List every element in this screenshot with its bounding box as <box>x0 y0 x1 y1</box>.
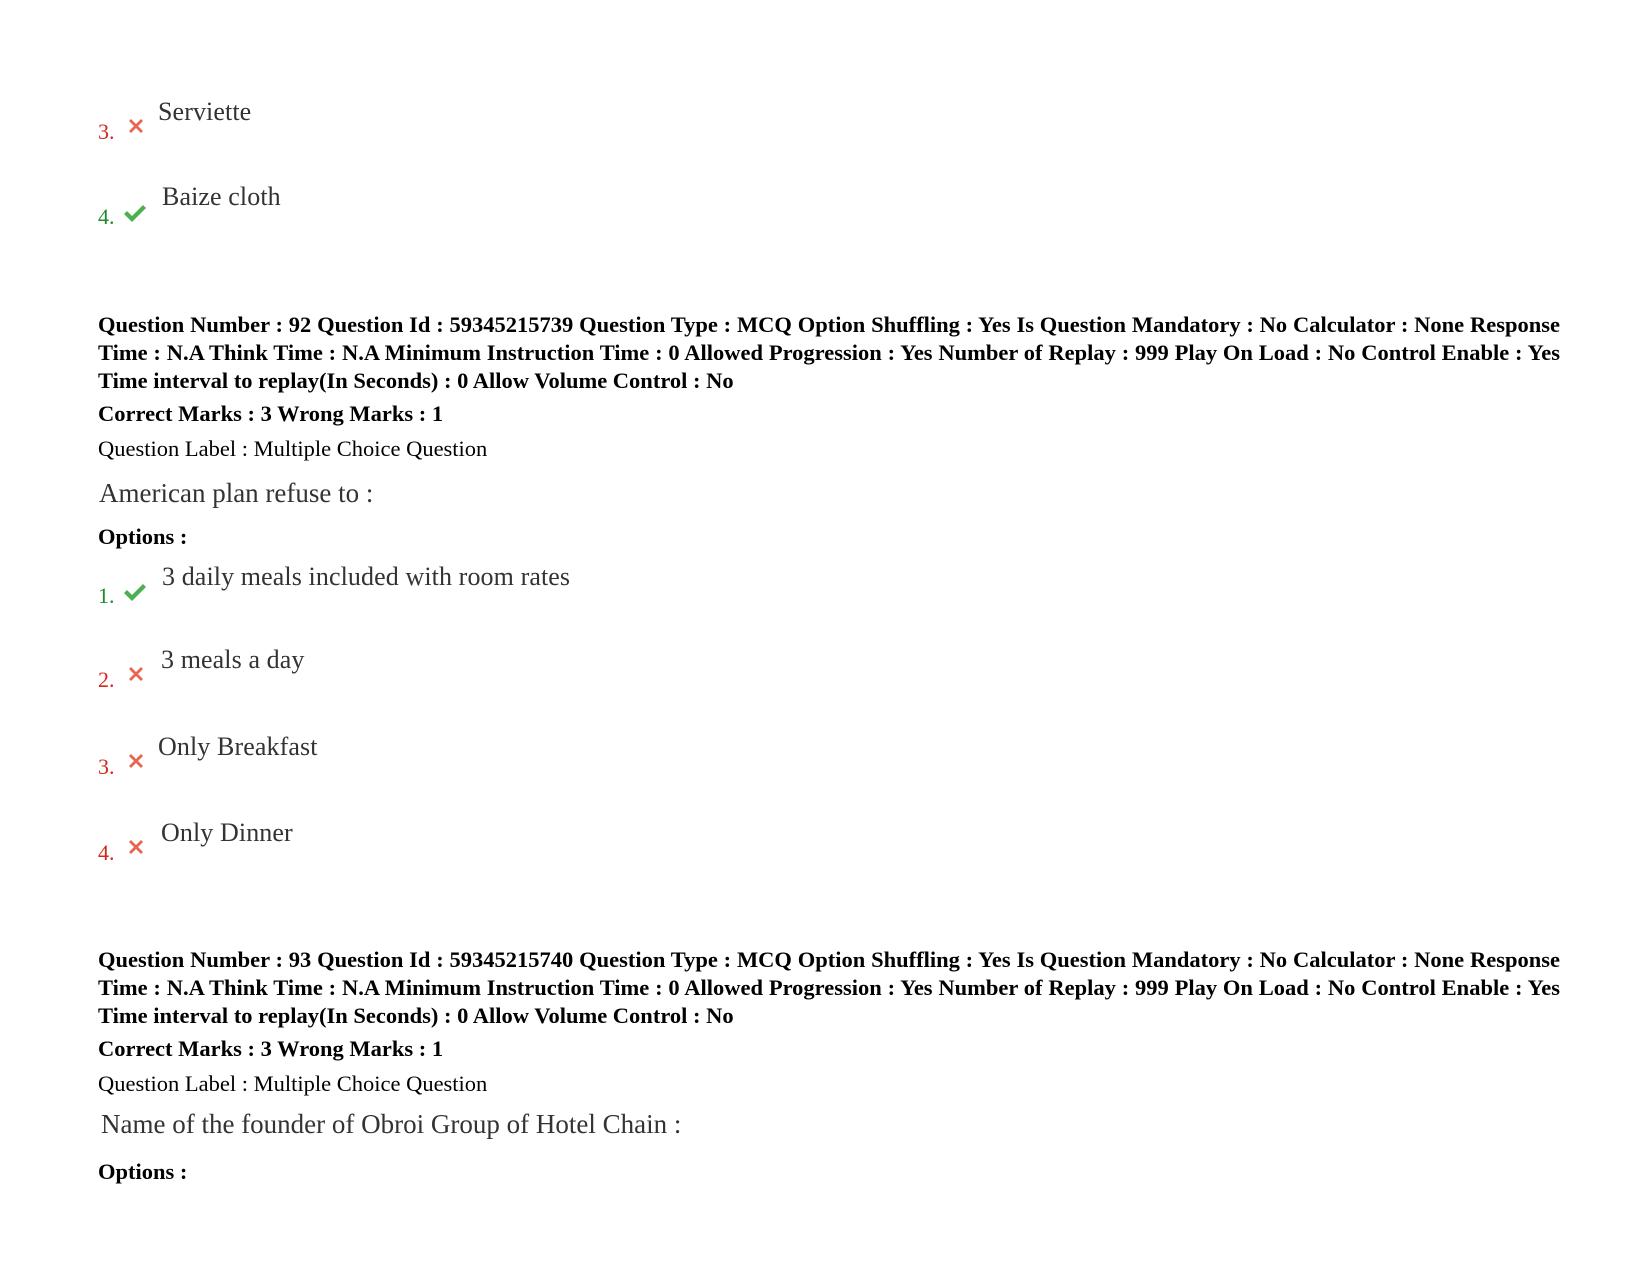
options-heading: Options : <box>98 524 188 549</box>
option-1 <box>98 562 698 615</box>
option-number: 2. <box>98 667 115 692</box>
check-icon <box>122 580 146 604</box>
option-number: 1. <box>98 583 115 608</box>
option-number: 3. <box>98 119 115 144</box>
option-number: 4. <box>98 840 115 865</box>
option-text: 3 daily meals included with room rates <box>162 562 571 591</box>
option-3 <box>98 732 498 785</box>
question-label: Question Label : Multiple Choice Question <box>98 1071 488 1096</box>
prev-option-4 <box>98 182 498 235</box>
question-meta: Question Number : 93 Question Id : 59345215740 Question Type : MCQ Option Shuffling : Yes Is Question Mandatory : No Calculator : None Response Time : N.A Think Time : N.A Minimum Instruction Time : 0 Allowed Progression : Yes Number of Replay : 999 Play On Load : No Control Enable : Yes Time interval to replay(In Seconds) : 0 Allow Volume Control : No <box>98 947 1560 1028</box>
cross-icon <box>124 835 148 859</box>
option-text: Only Dinner <box>161 818 293 847</box>
cross-icon <box>124 114 148 138</box>
cross-icon <box>124 749 148 773</box>
question-label: Question Label : Multiple Choice Question <box>98 436 488 461</box>
prev-option-3 <box>98 97 498 150</box>
option-number: 4. <box>98 204 115 229</box>
option-text: Only Breakfast <box>158 732 318 761</box>
option-4 <box>98 818 498 871</box>
check-icon <box>122 201 146 225</box>
question-text: Name of the founder of Obroi Group of Hotel Chain : <box>101 1109 682 1139</box>
question-marks: Correct Marks : 3 Wrong Marks : 1 <box>98 401 444 426</box>
option-text: 3 meals a day <box>161 645 305 674</box>
options-heading: Options : <box>98 1159 188 1184</box>
cross-icon <box>124 662 148 686</box>
option-number: 3. <box>98 754 115 779</box>
question-meta: Question Number : 92 Question Id : 59345215739 Question Type : MCQ Option Shuffling : Yes Is Question Mandatory : No Calculator : None Response Time : N.A Think Time : N.A Minimum Instruction Time : 0 Allowed Progression : Yes Number of Replay : 999 Play On Load : No Control Enable : Yes Time interval to replay(In Seconds) : 0 Allow Volume Control : No <box>98 312 1560 393</box>
option-text: Baize cloth <box>162 182 281 211</box>
question-text: American plan refuse to : <box>99 478 374 508</box>
option-2 <box>98 645 498 698</box>
option-text: Serviette <box>158 97 252 126</box>
question-marks: Correct Marks : 3 Wrong Marks : 1 <box>98 1036 444 1061</box>
